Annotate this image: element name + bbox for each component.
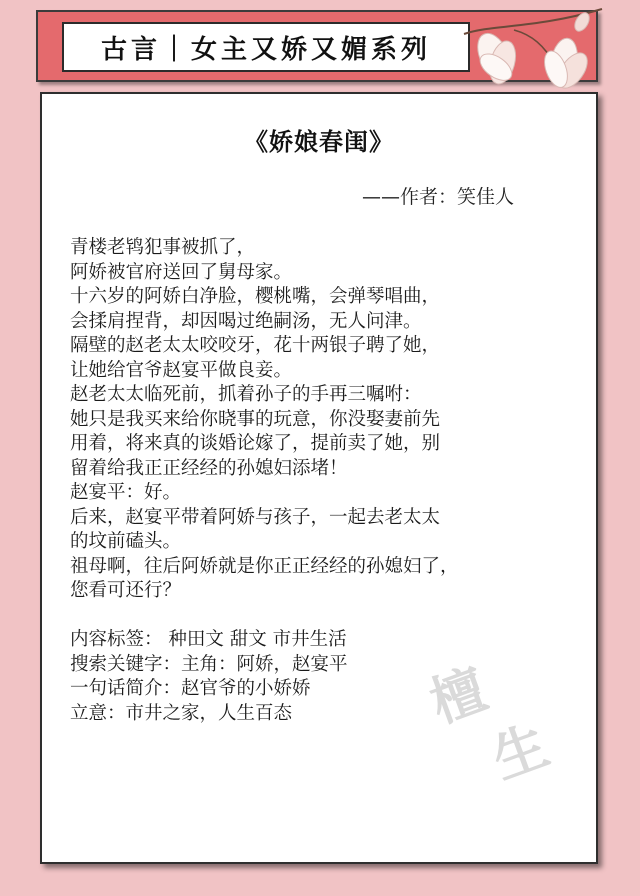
watermark-char: 生 (483, 712, 557, 792)
series-label: 古言｜女主又娇又媚系列 (62, 22, 470, 72)
synopsis-body (70, 236, 590, 726)
synopsis-line: 赵老太太临死前，抓着孙子的手再三嘱咐： (70, 384, 422, 405)
synopsis-line: 留着给我正正经经的孙媳妇添堵！ (70, 457, 348, 479)
synopsis-line: 后来，赵宴平带着阿娇与孩子，一起去老太太 (70, 506, 441, 528)
header-banner (36, 10, 598, 82)
book-title: 《娇娘春闺》 (244, 127, 394, 156)
synopsis-card (40, 92, 598, 864)
synopsis-line: 会揉肩捏背，却因喝过绝嗣汤，无人问津。 (70, 310, 422, 332)
magnolia-flower-icon (454, 4, 604, 94)
section-spacer (70, 604, 590, 629)
synopsis-line: 青楼老鸨犯事被抓了， (70, 237, 256, 258)
watermark-char: 檀 (421, 656, 495, 736)
synopsis-line: 您看可还行？ (70, 580, 182, 601)
synopsis-line: 隔壁的赵老太太咬咬牙，花十两银子聘了她， (70, 335, 441, 356)
synopsis-line: 的坟前磕头。 (70, 531, 182, 552)
meta-tags: 内容标签： 种田文 甜文 市井生活 (70, 629, 347, 650)
meta-keywords: 搜索关键字：主角：阿娇，赵宴平 (70, 653, 348, 675)
book-author: ——作者：笑佳人 (361, 186, 514, 208)
synopsis-line: 阿娇被官府送回了舅母家。 (70, 261, 293, 283)
synopsis-line: 十六岁的阿娇白净脸，樱桃嘴，会弹琴唱曲， (70, 286, 441, 307)
synopsis-line: 祖母啊，往后阿娇就是你正正经经的孙媳妇了， (70, 555, 459, 577)
synopsis-line: 用着，将来真的谈婚论嫁了，提前卖了她，别 (70, 433, 441, 454)
meta-one-line-summary: 一句话简介：赵官爷的小娇娇 (70, 678, 311, 699)
synopsis-line: 赵宴平：好。 (70, 482, 182, 503)
meta-theme: 立意：市井之家，人生百态 (70, 702, 293, 724)
synopsis-line: 她只是我买来给你晓事的玩意，你没娶妻前先 (70, 408, 441, 430)
synopsis-line: 让她给官爷赵宴平做良妾。 (70, 359, 293, 381)
